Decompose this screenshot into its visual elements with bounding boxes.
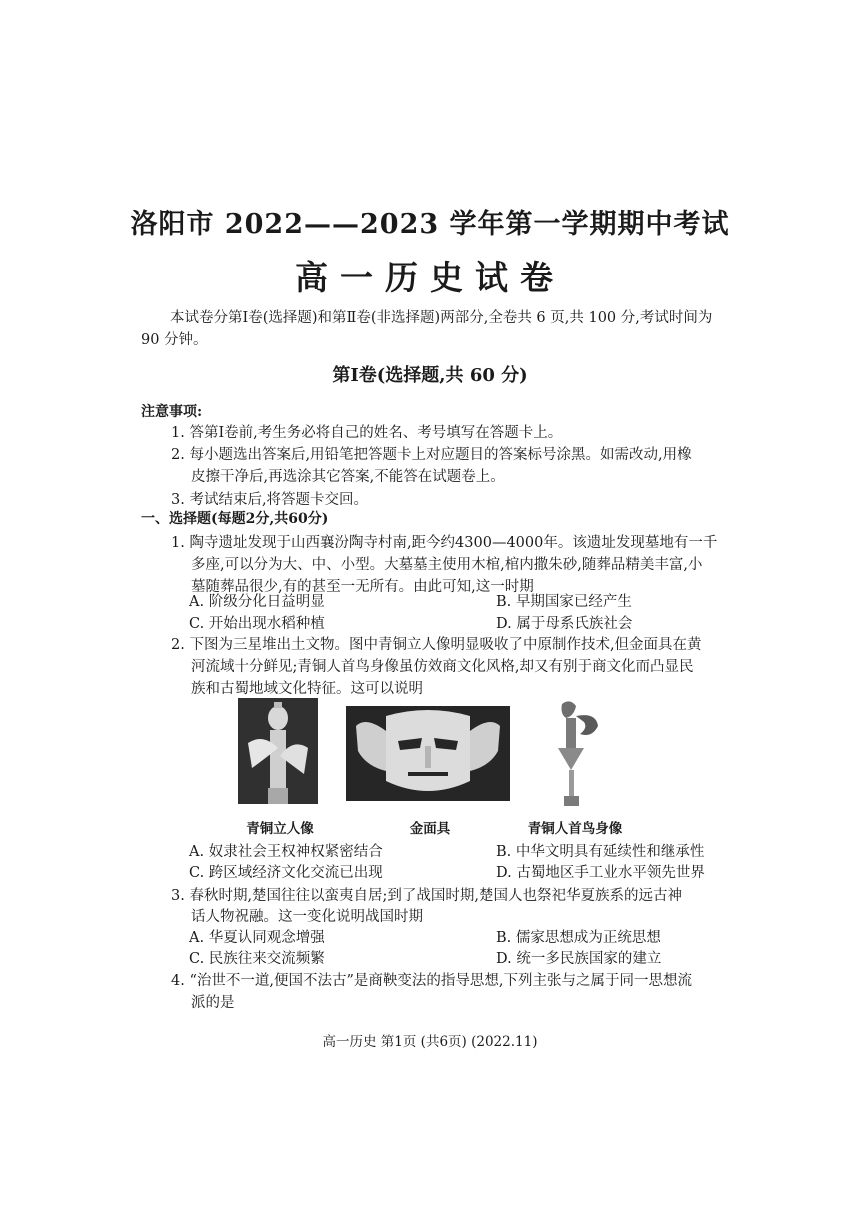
question-4-line: 派的是 bbox=[191, 995, 235, 1011]
question-2-line: 2. 下图为三星堆出土文物。图中青铜立人像明显吸收了中原制作技术,但金面具在黄 bbox=[171, 637, 702, 653]
part-label: 一、选择题(每题2分,共60分) bbox=[141, 511, 329, 527]
question-1-option-a[interactable]: A. 阶级分化日益明显 bbox=[189, 594, 325, 610]
notice-item: 2. 每小题选出答案后,用铅笔把答题卡上对应题目的答案标号涂黑。如需改动,用橡 bbox=[171, 447, 692, 463]
figure-caption-mask: 金面具 bbox=[409, 821, 451, 837]
page-footer: 高一历史 第1页 (共6页) (2022.11) bbox=[322, 1034, 538, 1050]
question-2-option-d[interactable]: D. 古蜀地区手工业水平领先世界 bbox=[496, 865, 705, 881]
question-3-line: 话人物祝融。这一变化说明战国时期 bbox=[191, 909, 423, 925]
question-4-line: 4. “治世不一道,便国不法古”是商鞅变法的指导思想,下列主张与之属于同一思想流 bbox=[171, 973, 692, 989]
exam-intro: 本试卷分第Ⅰ卷(选择题)和第Ⅱ卷(非选择题)两部分,全卷共 6 页,共 100 分,考试时间为 90 分钟。 bbox=[141, 310, 713, 348]
question-1-line: 墓随葬品很少,有的甚至一无所有。由此可知,这一时期 bbox=[191, 579, 534, 595]
question-1-line: 1. 陶寺遗址发现于山西襄汾陶寺村南,距今约4300—4000年。该遗址发现墓地有一千 bbox=[171, 535, 718, 551]
question-2-line: 族和古蜀地域文化特征。这可以说明 bbox=[191, 681, 423, 697]
question-2-option-a[interactable]: A. 奴隶社会王权神权紧密结合 bbox=[189, 844, 383, 860]
question-2-option-c[interactable]: C. 跨区域经济文化交流已出现 bbox=[189, 865, 383, 881]
exam-subtitle: 高一历史试卷 bbox=[295, 258, 565, 297]
notice-item: 1. 答第Ⅰ卷前,考生务必将自己的姓名、考号填写在答题卡上。 bbox=[171, 425, 563, 441]
question-1-option-b[interactable]: B. 早期国家已经产生 bbox=[496, 594, 632, 610]
notice-item: 3. 考试结束后,将答题卡交回。 bbox=[171, 492, 369, 508]
question-3-option-c[interactable]: C. 民族往来交流频繁 bbox=[189, 951, 325, 967]
figure-caption-standing: 青铜立人像 bbox=[246, 821, 314, 837]
question-2-line: 河流域十分鲜见;青铜人首鸟身像虽仿效商文化风格,却又有别于商文化而凸显民 bbox=[191, 659, 694, 675]
section-title: 第Ⅰ卷(选择题,共 60 分) bbox=[332, 365, 528, 386]
figure-caption-bird: 青铜人首鸟身像 bbox=[527, 821, 623, 837]
question-2-option-b[interactable]: B. 中华文明具有延续性和继承性 bbox=[496, 844, 705, 860]
question-3-line: 3. 春秋时期,楚国往往以蛮夷自居;到了战国时期,楚国人也祭祀华夏族系的远古神 bbox=[171, 888, 683, 904]
notice-label: 注意事项: bbox=[141, 404, 203, 420]
gold-mask-image bbox=[346, 706, 510, 801]
question-3-option-d[interactable]: D. 统一多民族国家的建立 bbox=[496, 951, 662, 967]
question-3-option-b[interactable]: B. 儒家思想成为正统思想 bbox=[496, 930, 661, 946]
bronze-bird-figure-image bbox=[540, 698, 606, 810]
question-1-option-d[interactable]: D. 属于母系氏族社会 bbox=[496, 616, 633, 632]
question-1-option-c[interactable]: C. 开始出现水稻种植 bbox=[189, 616, 325, 632]
notice-item: 皮擦干净后,再选涂其它答案,不能答在试题卷上。 bbox=[191, 469, 505, 485]
question-1-line: 多座,可以分为大、中、小型。大墓墓主使用木棺,棺内撒朱砂,随葬品精美丰富,小 bbox=[191, 557, 703, 573]
question-3-option-a[interactable]: A. 华夏认同观念增强 bbox=[189, 930, 325, 946]
bronze-standing-figure-image bbox=[238, 698, 318, 804]
exam-title: 洛阳市 2022——2023 学年第一学期期中考试 bbox=[130, 209, 730, 240]
